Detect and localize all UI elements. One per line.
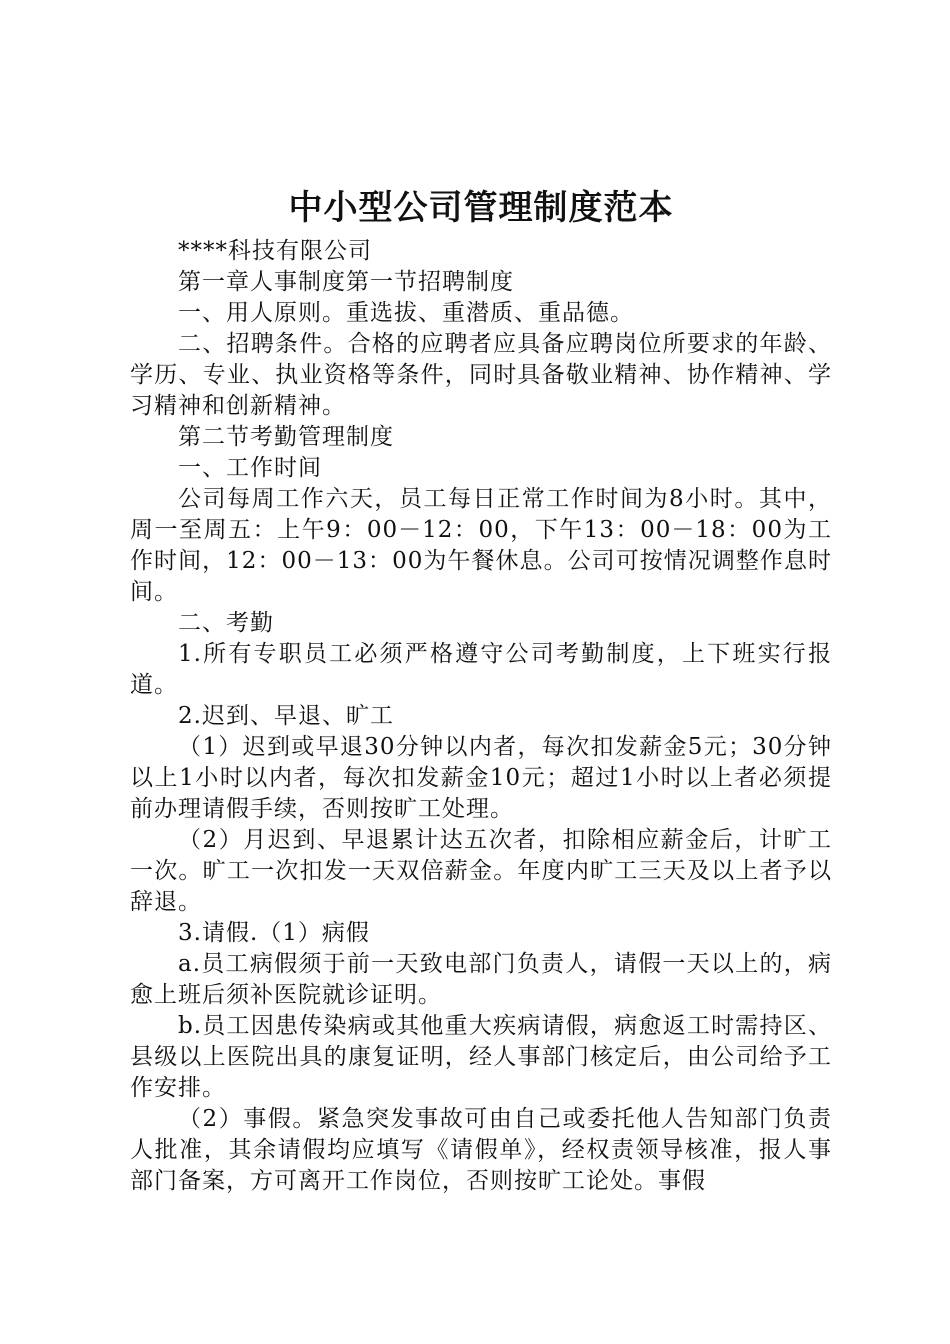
- chapter-heading: 第一章人事制度第一节招聘制度: [178, 269, 514, 295]
- company-name: ****科技有限公司: [178, 238, 372, 264]
- paragraph: （2）月迟到、早退累计达五次者，扣除相应薪金后，计旷工一次。旷工一次扣发一天双倍薪金。年度内旷工三天及以上者予以辞退。: [130, 827, 832, 915]
- subsection-heading: 二、考勤: [178, 610, 274, 636]
- paragraph: 2.迟到、早退、旷工: [178, 703, 394, 729]
- paragraph: b.员工因患传染病或其他重大疾病请假，病愈返工时需持区、县级以上医院出具的康复证明，经人事部门核定后，由公司给予工作安排。: [130, 1013, 832, 1101]
- paragraph: a.员工病假须于前一天致电部门负责人，请假一天以上的，病愈上班后须补医院就诊证明。: [130, 951, 832, 1008]
- section-heading: 第二节考勤管理制度: [178, 424, 394, 450]
- paragraph: 3.请假.（1）病假: [178, 920, 370, 946]
- paragraph: 一、用人原则。重选拔、重潜质、重品德。: [178, 300, 634, 326]
- paragraph: 二、招聘条件。合格的应聘者应具备应聘岗位所要求的年龄、学历、专业、执业资格等条件，同时具备敬业精神、协作精神、学习精神和创新精神。: [130, 331, 832, 419]
- document-title: 中小型公司管理制度范本: [288, 188, 674, 228]
- paragraph: 公司每周工作六天，员工每日正常工作时间为8小时。其中，周一至周五：上午9：00－12：00，下午13：00－18：00为工作时间，12：00－13：00为午餐休息。公司可按情况调整作息时间。: [130, 486, 832, 605]
- subsection-heading: 一、工作时间: [178, 455, 322, 481]
- paragraph: 1.所有专职员工必须严格遵守公司考勤制度，上下班实行报道。: [130, 641, 832, 698]
- document-page: [130, 186, 832, 1197]
- paragraph: （1）迟到或早退30分钟以内者，每次扣发薪金5元；30分钟以上1小时以内者，每次扣发薪金10元；超过1小时以上者必须提前办理请假手续，否则按旷工处理。: [130, 734, 832, 822]
- paragraph: （2）事假。紧急突发事故可由自己或委托他人告知部门负责人批准，其余请假均应填写《请假单》，经权责领导核准，报人事部门备案，方可离开工作岗位，否则按旷工论处。事假: [130, 1106, 832, 1194]
